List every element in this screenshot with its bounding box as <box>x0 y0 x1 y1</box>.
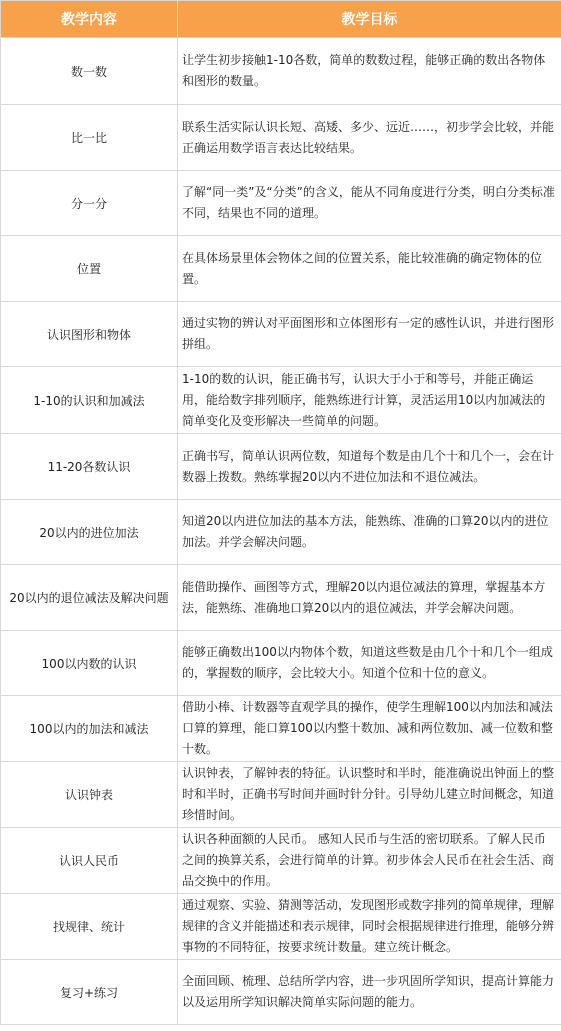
row-topic: 复习+练习 <box>1 960 178 1025</box>
row-goal: 在具体场景里体会物体之间的位置关系，能比较准确的确定物体的位置。 <box>178 236 561 302</box>
row-goal: 1-10的数的认识，能正确书写，认识大于小于和等号，并能正确运用，能给数字排列顺序，能熟练进行计算，灵活运用10以内加减法的简单变化及变形解决一些简单的问题。 <box>178 367 561 434</box>
table-row <box>1 105 561 171</box>
header-teaching-goal: 教学目标 <box>178 1 561 38</box>
table-row <box>1 434 561 500</box>
row-topic: 比一比 <box>1 105 178 171</box>
row-goal: 认识各种面额的人民币。 感知人民币与生活的密切联系。了解人民币之间的换算关系，会进行简单的计算。初步体会人民币在社会生活、商品交换中的作用。 <box>178 828 561 894</box>
table-row <box>1 171 561 236</box>
header-teaching-content: 教学内容 <box>1 1 178 38</box>
row-goal: 联系生活实际认识长短、高矮、多少、远近……，初步学会比较，并能正确运用数学语言表达比较结果。 <box>178 105 561 171</box>
row-goal: 全面回顾、梳理、总结所学内容，进一步巩固所学知识，提高计算能力以及运用所学知识解决简单实际问题的能力。 <box>178 960 561 1025</box>
table-row <box>1 38 561 105</box>
row-topic: 认识图形和物体 <box>1 302 178 367</box>
row-topic: 100以内的加法和减法 <box>1 696 178 762</box>
row-goal: 认识钟表，了解钟表的特征。认识整时和半时，能准确说出钟面上的整时和半时，正确书写时间并画时针分针。引导幼儿建立时间概念，知道珍惜时间。 <box>178 762 561 828</box>
row-goal: 知道20以内进位加法的基本方法，能熟练、准确的口算20以内的进位加法。并学会解决问题。 <box>178 500 561 565</box>
table-row <box>1 631 561 696</box>
row-topic: 认识钟表 <box>1 762 178 828</box>
row-topic: 位置 <box>1 236 178 302</box>
table-row <box>1 762 561 828</box>
table-row <box>1 565 561 631</box>
row-goal: 能够正确数出100以内物体个数，知道这些数是由几个十和几个一组成的，掌握数的顺序，会比较大小。知道个位和十位的意义。 <box>178 631 561 696</box>
table-row <box>1 960 561 1025</box>
table-row <box>1 500 561 565</box>
table-row <box>1 367 561 434</box>
table-row <box>1 302 561 367</box>
row-goal: 能借助操作、画图等方式，理解20以内退位减法的算理，掌握基本方法，能熟练、准确地口算20以内的退位减法，并学会解决问题。 <box>178 565 561 631</box>
row-topic: 找规律、统计 <box>1 894 178 960</box>
row-goal: 让学生初步接触1-10各数，简单的数数过程，能够正确的数出各物体和图形的数量。 <box>178 38 561 105</box>
row-topic: 20以内的退位减法及解决问题 <box>1 565 178 631</box>
row-goal: 了解“同一类”及“分类”的含义，能从不同角度进行分类，明白分类标准不同，结果也不同的道理。 <box>178 171 561 236</box>
table-header-row <box>1 1 561 38</box>
row-topic: 分一分 <box>1 171 178 236</box>
row-topic: 100以内数的认识 <box>1 631 178 696</box>
row-goal: 借助小棒、计数器等直观学具的操作，使学生理解100以内加法和减法口算的算理，能口算100以内整十数加、减和两位数加、减一位数和整十数。 <box>178 696 561 762</box>
table-row <box>1 894 561 960</box>
row-topic: 数一数 <box>1 38 178 105</box>
row-topic: 1-10的认识和加减法 <box>1 367 178 434</box>
row-topic: 20以内的进位加法 <box>1 500 178 565</box>
row-goal: 通过观察、实验、猜测等活动，发现图形或数字排列的简单规律，理解规律的含义并能描述和表示规律，同时会根据规律进行推理，能够分辨事物的不同特征，按要求统计数量。建立统计概念。 <box>178 894 561 960</box>
row-goal: 通过实物的辨认对平面图形和立体图形有一定的感性认识，并进行图形拼组。 <box>178 302 561 367</box>
table-row <box>1 696 561 762</box>
row-goal: 正确书写，简单认识两位数，知道每个数是由几个十和几个一，会在计数器上拨数。熟练掌握20以内不进位加法和不退位减法。 <box>178 434 561 500</box>
table-row <box>1 236 561 302</box>
row-topic: 11-20各数认识 <box>1 434 178 500</box>
table-row <box>1 828 561 894</box>
row-topic: 认识人民币 <box>1 828 178 894</box>
